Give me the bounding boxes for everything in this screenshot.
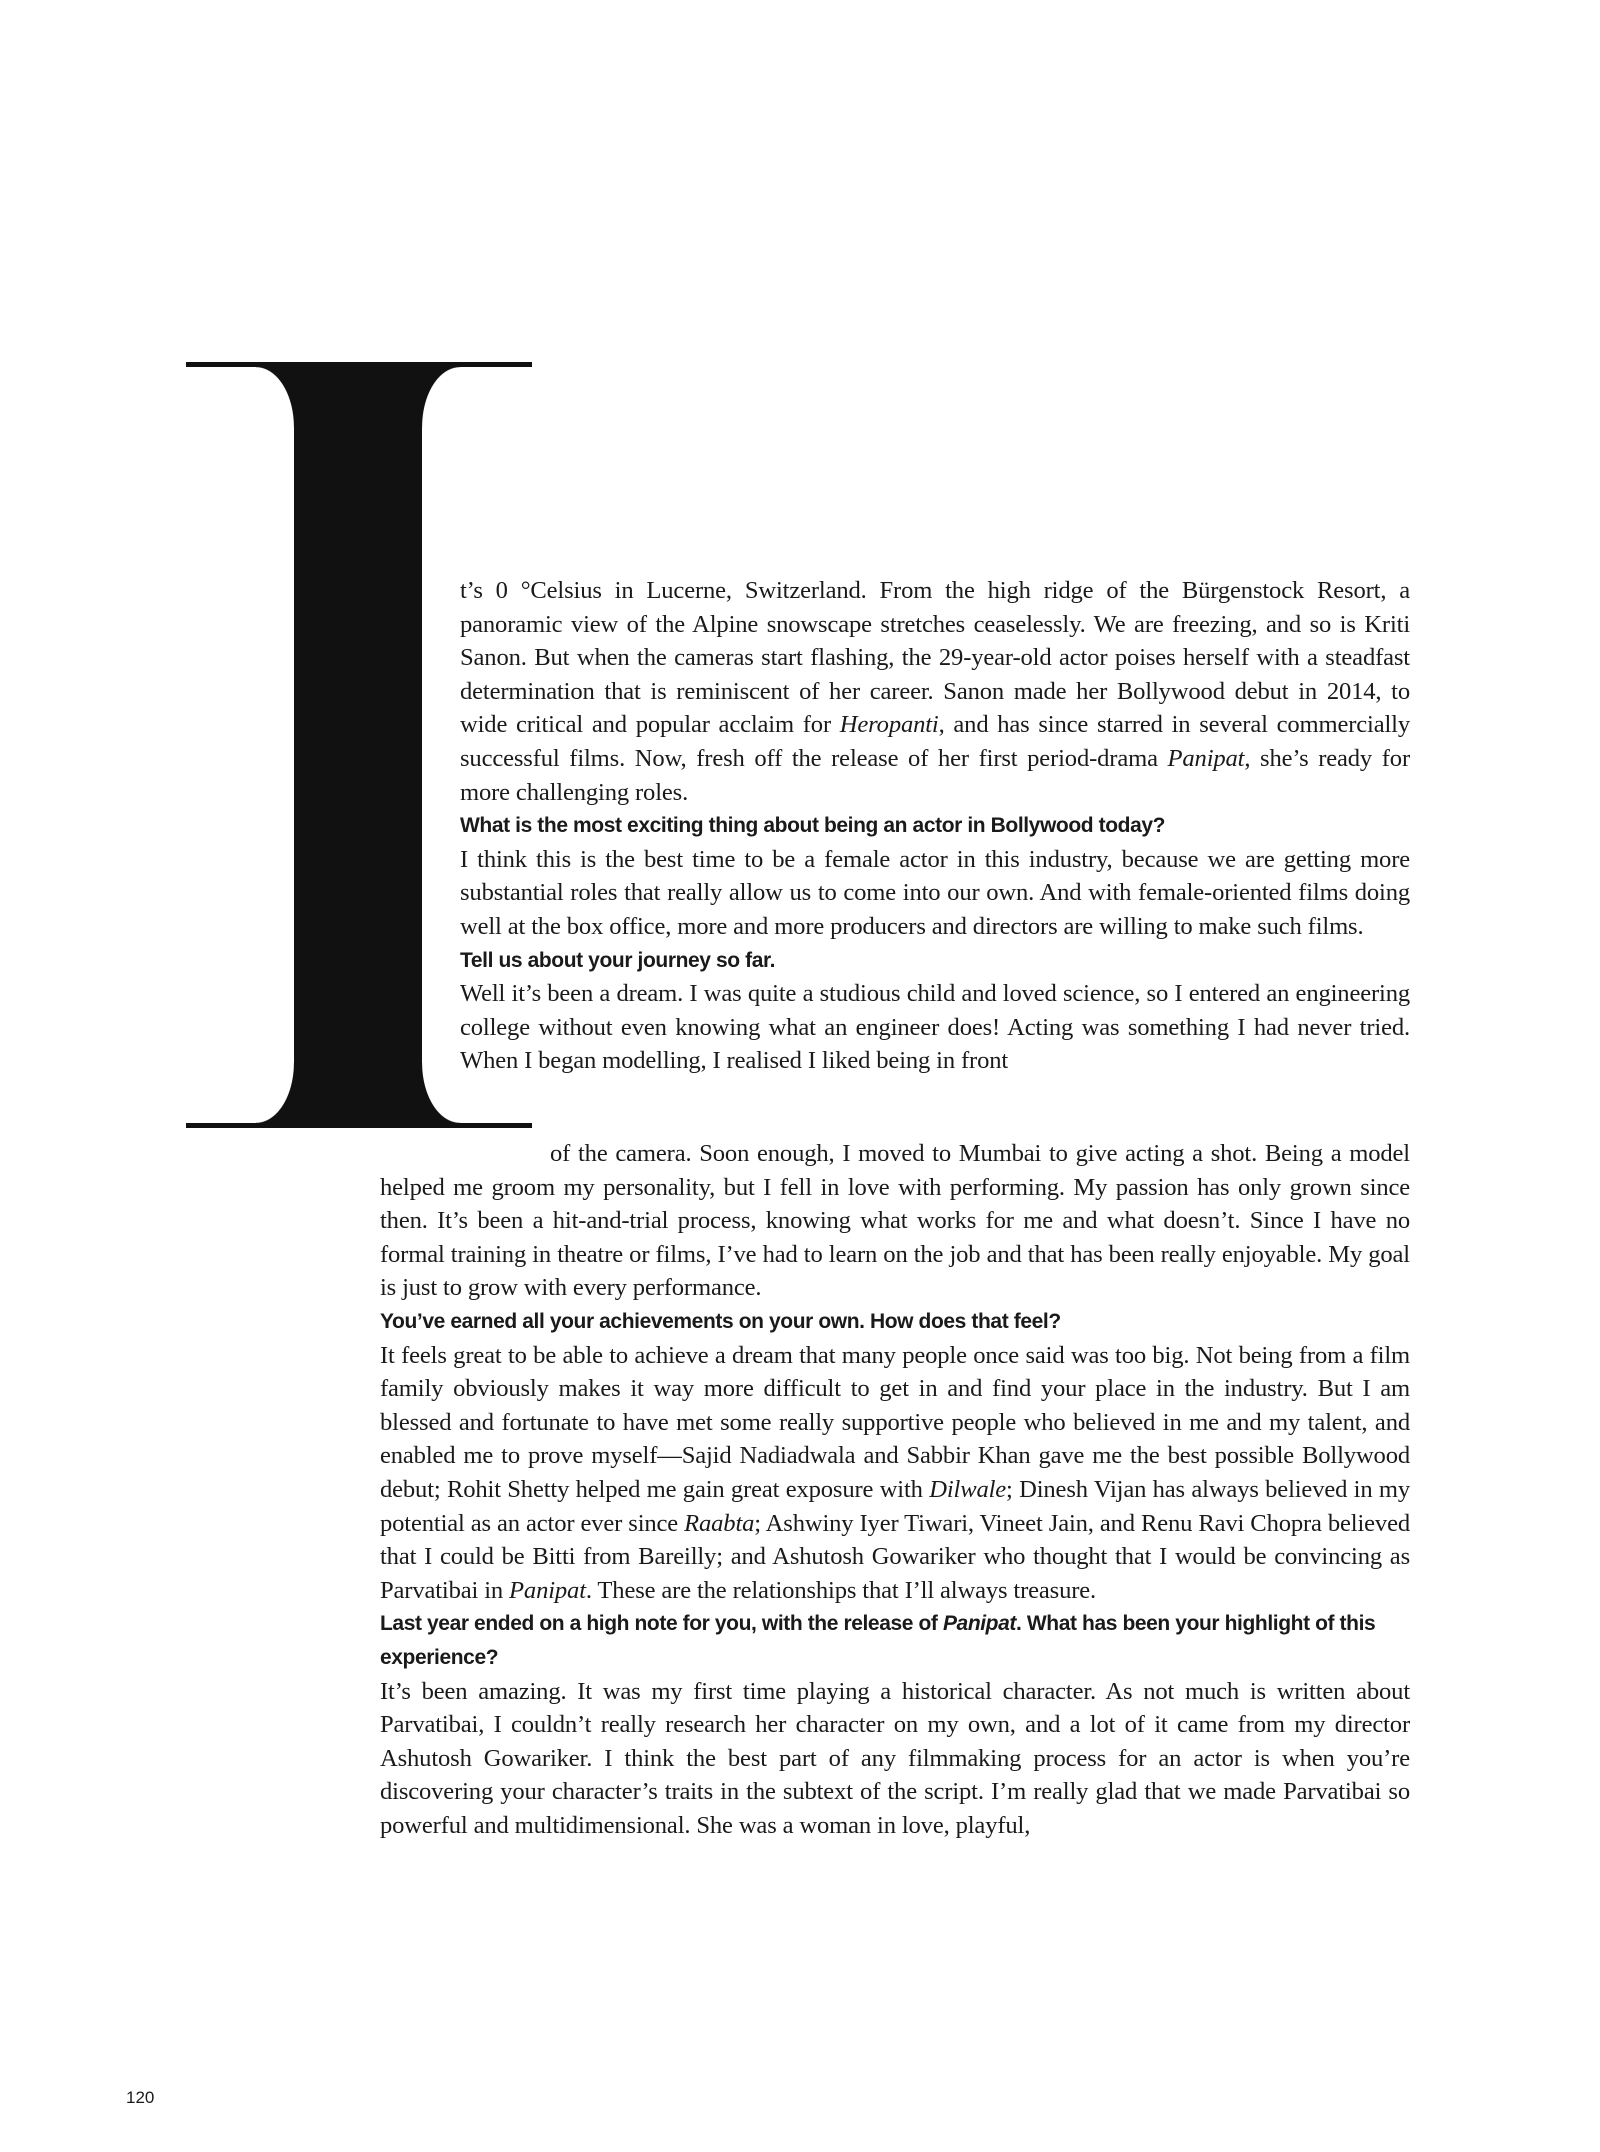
question-2: Tell us about your journey so far.: [460, 948, 776, 972]
film-title: Raabta: [684, 1509, 755, 1537]
answer-1: I think this is the best time to be a female actor in this industry, because we are getting more substantial roles that really allow us to come into our own. And with female-oriented films doing well at the box office, more and more producers and directors are willing to make such films.: [460, 845, 1410, 940]
answer-2-part-2: of the camera. Soon enough, I moved to Mumbai to give acting a shot. Being a model helped me groom my personality, but I fell in love with performing. My passion has only grown since then. It’s been a hit-and-trial process, knowing what works for me and what doesn’t. Since I have no formal training in theatre or films, I’ve had to learn on the job and that has been really enjoyable. My goal is just to grow with every performance.: [380, 1140, 1410, 1302]
film-title: Dilwale: [929, 1475, 1007, 1503]
answer-2-part-1: Well it’s been a dream. I was quite a studious child and loved science, so I entered an engineering college without even knowing what an engineer does! Acting was something I had never tried. When I began modelling, I realised I liked being in front: [460, 980, 1410, 1075]
film-title: Panipat: [942, 1612, 1016, 1636]
article-body-indented: [460, 574, 1410, 1078]
film-title: Heropanti: [839, 711, 939, 739]
intro-paragraph: t’s 0 °Celsius in Lucerne, Switzerland. From the high ridge of the Bürgenstock Resort, a panoramic view of the Alpine snowscape stretches ceaselessly. We are freezing, and so is Kriti Sanon. But when the cameras start flashing, the 29-year-old actor poises herself with a steadfast determination that is reminiscent of her career. Sanon made her Bollywood debut in 2014, to wide critical and popular acclaim for Heropanti, and has since starred in several commercially successful films. Now, fresh off the release of her first period-drama Panipat, she’s ready for more challenging roles.: [460, 577, 1410, 806]
film-title: Panipat: [1167, 744, 1245, 772]
question-4: Last year ended on a high note for you, with the release of Panipat. What has been your highlight of this experience?: [380, 1612, 1376, 1669]
article-body-full: [380, 1137, 1410, 1842]
answer-3: It feels great to be able to achieve a dream that many people once said was too big. Not being from a film family obviously makes it way more difficult to get in and find your place in the industry. But I am blessed and fortunate to have met some really supportive people who believed in me and my talent, and enabled me to prove myself—Sajid Nadiadwala and Sabbir Khan gave me the best possible Bollywood debut; Rohit Shetty helped me gain great exposure with Dilwale; Dinesh Vijan has always believed in my potential as an actor ever since Raabta; Ashwiny Iyer Tiwari, Vineet Jain, and Renu Ravi Chopra believed that I could be Bitti from Bareilly; and Ashutosh Gowariker who thought that I would be convincing as Parvatibai in Panipat. These are the relationships that I’ll always treasure.: [380, 1341, 1410, 1604]
question-3: You’ve earned all your achievements on your own. How does that feel?: [380, 1309, 1061, 1333]
film-title: Panipat: [509, 1576, 586, 1604]
question-1: What is the most exciting thing about being an actor in Bollywood today?: [460, 814, 1166, 838]
page-number: 120: [126, 2088, 155, 2107]
answer-4: It’s been amazing. It was my first time playing a historical character. As not much is written about Parvatibai, I couldn’t really research her character on my own, and a lot of it came from my director Ashutosh Gowariker. I think the best part of any filmmaking process for an actor is when you’re discovering your character’s traits in the subtext of the script. I’m really glad that we made Parvatibai so powerful and multidimensional. She was a woman in love, playful,: [380, 1677, 1410, 1839]
